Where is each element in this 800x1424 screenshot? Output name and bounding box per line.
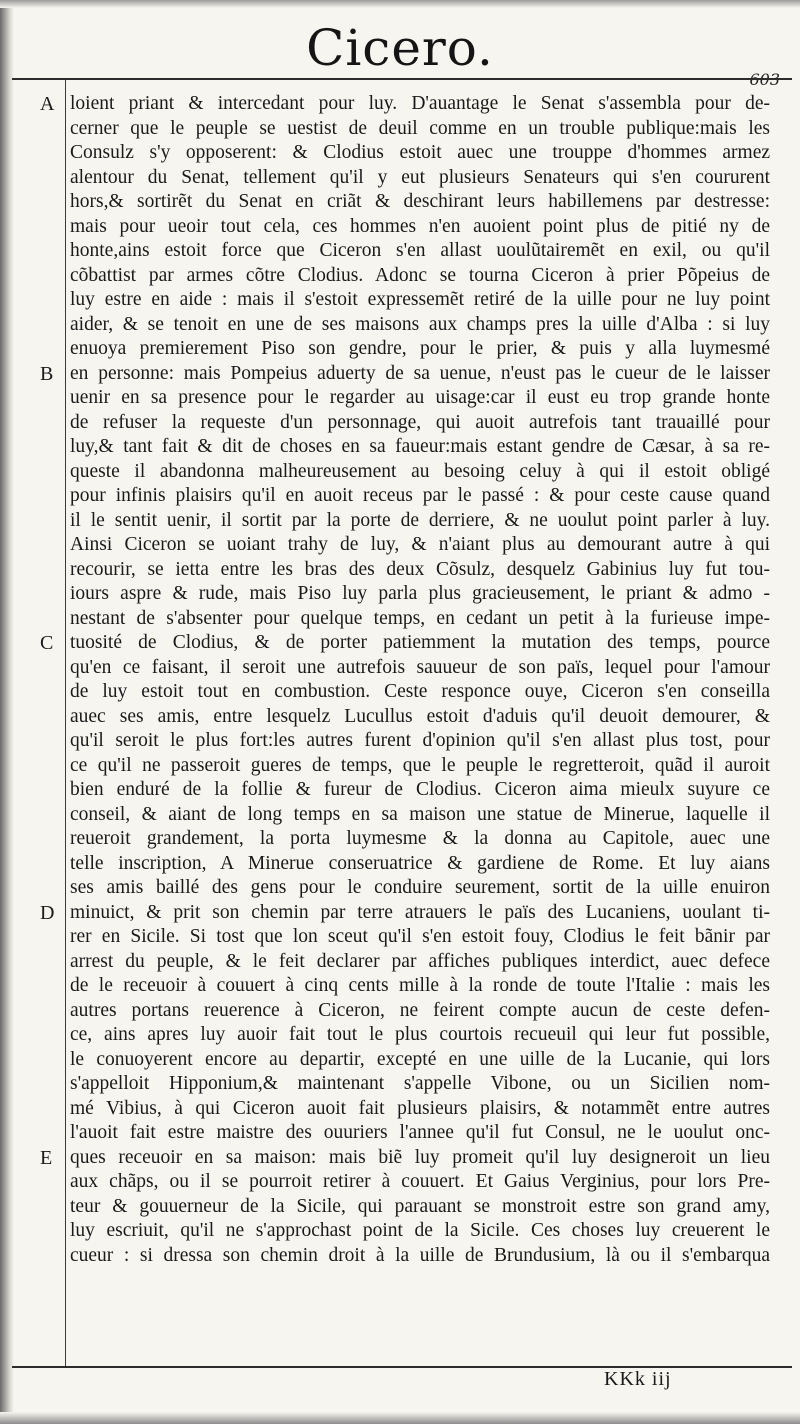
text-line: aider, & se tenoit en une de ses maisons aux champs pres la uille d'Alba : si luy bbox=[70, 313, 770, 335]
page-bottom-edge bbox=[0, 1412, 800, 1424]
text-line: qu'en ce faisant, il seroit une autrefois sauueur de son païs, lequel pour l'amour bbox=[70, 656, 770, 678]
margin-marker-e: E bbox=[40, 1146, 53, 1169]
text-line: pour infinis plaisirs qu'il en auoit receus par le passé : & pour ceste cause quand bbox=[70, 485, 770, 506]
text-line: ques receuoir en sa maison: mais biẽ luy promeit qu'il luy designeroit un lieu bbox=[70, 1146, 770, 1168]
running-head-title: Cicero. bbox=[306, 19, 494, 77]
text-line: aux chãps, ou il se pourroit retirer à couuert. Et Gaius Verginius, pour lors Pre- bbox=[70, 1171, 770, 1192]
text-line: alentour du Senat, tellement qu'il y eut plusieurs Senateurs qui s'en coururent bbox=[70, 166, 770, 188]
text-line: iours aspre & rude, mais Piso luy parla plus gracieusement, le priant & admo - bbox=[70, 583, 770, 604]
text-line: Consulz s'y opposerent: & Clodius estoit auec une trouppe d'hommes armez bbox=[70, 142, 770, 163]
margin-marker-d: D bbox=[40, 901, 55, 924]
text-line: reueroit grandement, la porta luymesme & la donna au Capitole, auec une bbox=[70, 828, 770, 849]
text-line: tuosité de Clodius, & de porter patiemment la mutation des temps, pource bbox=[70, 632, 770, 653]
text-line: nestant de s'absenter pour quelque temps, en cedant un petit à la furieuse impe- bbox=[70, 607, 770, 629]
body-text bbox=[70, 92, 770, 1293]
text-line: minuict, & prit son chemin par terre atrauers le païs des Lucaniens, uoulant ti- bbox=[70, 901, 770, 923]
text-line: de refuser la requeste d'un personnage, qui auoit autrefois tant trauaillé pour bbox=[70, 411, 770, 433]
text-line: qu'il seroit le plus fort:les autres furent d'opinion qu'il s'en allast plus tost, pour bbox=[70, 730, 770, 751]
header-rule bbox=[12, 78, 792, 80]
signature-mark: KKk iij bbox=[604, 1368, 672, 1390]
margin-marker-c: C bbox=[40, 632, 54, 654]
text-line: de luy estoit tout en combustion. Ceste responce ouye, Ciceron s'en conseilla bbox=[70, 681, 770, 702]
page-top-edge bbox=[0, 0, 800, 8]
footer-rule bbox=[12, 1366, 792, 1368]
text-line: mé Vibius, à qui Ciceron auoit fait plusieurs plaisirs, & notammẽt entre autres bbox=[70, 1097, 770, 1119]
text-line: ce qu'il ne passeroit gueres de temps, que le peuple le regretteroit, quãd il auroit bbox=[70, 754, 770, 776]
text-line: cueur : si dressa son chemin droit à la uille de Brundusium, là ou il s'embarqua bbox=[70, 1244, 770, 1266]
text-line: telle inscription, A Minerue conseruatrice & gardiene de Rome. Et luy aians bbox=[70, 852, 770, 874]
margin-marker-b: B bbox=[40, 362, 54, 385]
margin-marker-a: A bbox=[40, 93, 55, 115]
text-line: bien enduré de la follie & fureur de Clodius. Ciceron aima mieulx suyure ce bbox=[70, 779, 770, 800]
text-line: mais pour ueoir tout cela, ces hommes n'en auoient point plus de pitié ny de bbox=[70, 215, 770, 237]
text-line: hors,& sortirẽt du Senat en criãt & deschirant leurs habillemens par destresse: bbox=[70, 191, 770, 212]
text-line: uenir en sa presence pour le regarder au uisage:car il eust eu trop grande honte bbox=[70, 387, 770, 408]
text-line: cõbattist par armes cõtre Clodius. Adonc se tourna Ciceron à prier Põpeius de bbox=[70, 264, 770, 286]
text-line: teur & gouuerneur de la Sicile, qui parauant se monstroit estre son grand amy, bbox=[70, 1195, 770, 1217]
text-line: le conuoyerent encore au departir, excepté en une uille de la Lucanie, qui lors bbox=[70, 1048, 770, 1070]
text-line: auec ses amis, entre lesquelz Lucullus estoit d'aduis qu'il deuoit demourer, & bbox=[70, 705, 770, 727]
text-line: autres portans reuerence à Ciceron, ne feirent compte aucun de ceste defen- bbox=[70, 999, 770, 1021]
text-line: recourir, se ietta entre les bras des deux Cõsulz, desquelz Gabinius luy fut tou- bbox=[70, 558, 770, 580]
text-line: Ainsi Ciceron se uoiant trahy de luy, & n'aiant plus au demourant autre à qui bbox=[70, 534, 770, 555]
margin-rule bbox=[65, 80, 66, 1366]
text-line: s'appelloit Hipponium,& maintenant s'appelle Vibone, ou un Sicilien nom- bbox=[70, 1073, 770, 1094]
text-line: honte,ains estoit force que Ciceron s'en allast uoulũtairemẽt en exil, ou qu'il bbox=[70, 240, 770, 261]
text-line: il le sentit uenir, il sortit par la porte de derriere, & ne uoulut point parler à luy. bbox=[70, 509, 770, 531]
text-line: de le receuoir à couuert à cinq cents mille à la ronde de toute l'Italie : mais les bbox=[70, 975, 770, 996]
text-line: luy estre en aide : mais il s'estoit expressemẽt retiré de la uille pour ne luy point bbox=[70, 289, 770, 310]
text-line: enuoya premierement Piso son gendre, pour le prier, & puis y alla luymesmé bbox=[70, 338, 770, 359]
text-line: conseil, & aiant de long temps en sa maison une statue de Minerue, laquelle il bbox=[70, 803, 770, 825]
binding-shadow bbox=[0, 0, 14, 1424]
text-line: l'auoit fait estre maistre des ouuriers l'annee qu'il fut Consul, ne le uoulut onc- bbox=[70, 1122, 770, 1143]
text-line: luy,& tant fait & dit de choses en sa faueur:mais estant gendre de Cæsar, à sa re- bbox=[70, 436, 770, 457]
text-line: rer en Sicile. Si tost que lon sceut qu'il s'en estoit fouy, Clodius le feit bãnir par bbox=[70, 926, 770, 947]
text-line: cerner que le peuple se uestist de deuil comme en un trouble publique:mais les bbox=[70, 117, 770, 139]
text-line: loient priant & intercedant pour luy. D'auantage le Senat s'assembla pour de- bbox=[70, 93, 770, 114]
text-line: arrest du peuple, & le feit declarer par affiches publiques interdict, auec defece bbox=[70, 950, 770, 972]
text-line: en personne: mais Pompeius aduerty de sa uenue, n'eust pas le cueur de le laisser bbox=[70, 362, 770, 384]
text-line bbox=[70, 1268, 770, 1293]
text-line: luy escriuit, qu'il ne s'approchast point de la Sicile. Ces choses luy creuerent le bbox=[70, 1220, 770, 1241]
text-line: ses amis baillé des gens pour le conduire seurement, sortit de la uille enuiron bbox=[70, 877, 770, 898]
text-line: ce, ains apres luy auoir fait tout le plus courtois recueuil qui leur fut possible, bbox=[70, 1024, 770, 1045]
text-line: queste il abandonna malheureusement au besoing celuy à qui il estoit obligé bbox=[70, 460, 770, 482]
